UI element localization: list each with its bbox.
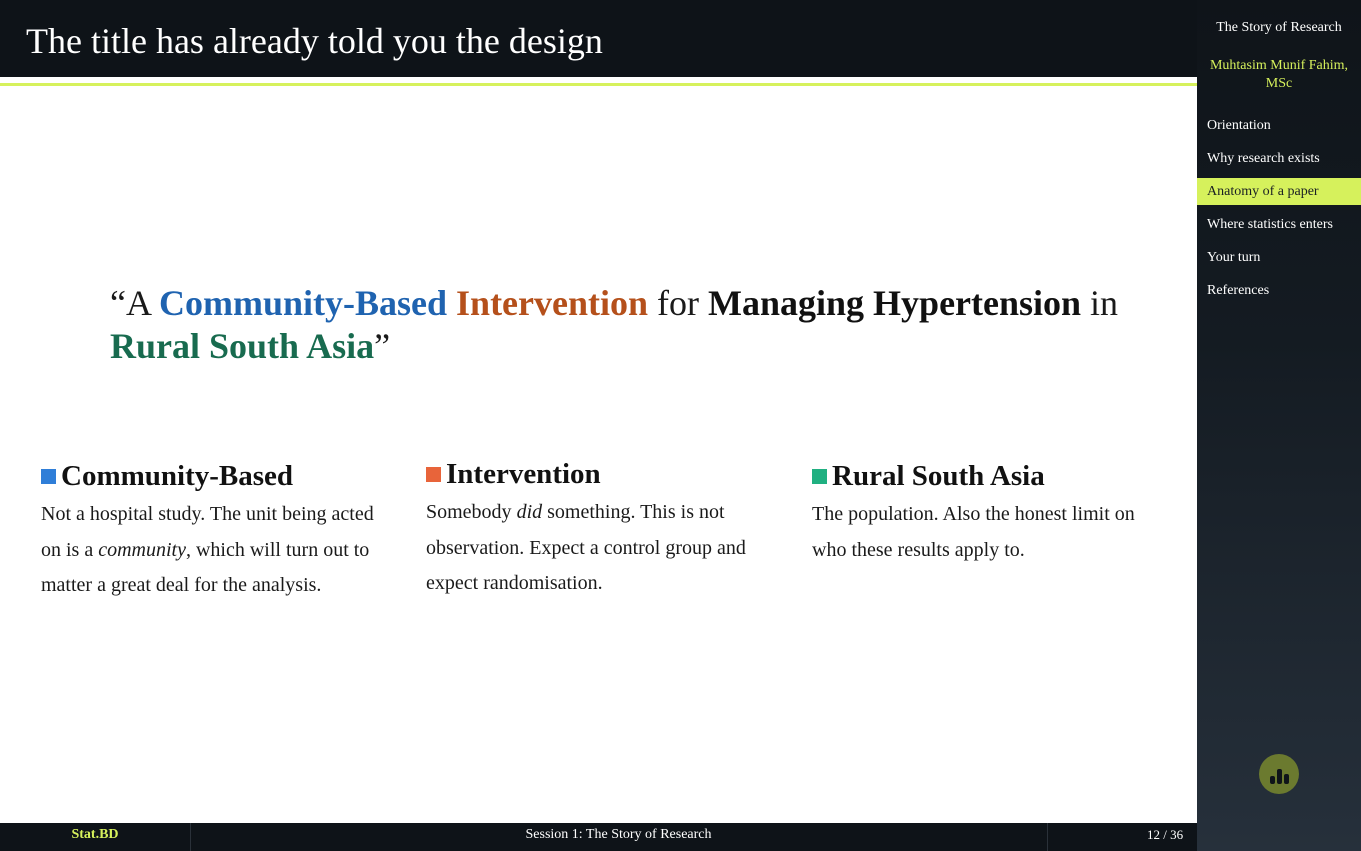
column-body [812, 497, 1162, 568]
sidebar-item-orientation[interactable]: Orientation [1207, 118, 1271, 133]
body-text: Not a hospital study. The unit being acted on is a [41, 503, 374, 561]
column-rural-south-asia [812, 459, 1162, 568]
column-heading-text: Rural South Asia [832, 460, 1045, 492]
body-emphasis: community [98, 538, 186, 561]
column-body [426, 495, 771, 602]
column-heading-text: Intervention [446, 458, 601, 490]
column-heading [812, 459, 1162, 493]
footer-session-title: Session 1: The Story of Research [190, 823, 1048, 851]
quote-managing-hypertension: Managing Hypertension [708, 283, 1082, 323]
column-body [41, 497, 391, 604]
body-text: something. This is not observation. Expect a control group and expect randomisation. [426, 501, 746, 594]
body-emphasis: did [516, 501, 543, 523]
sidebar-nav [1197, 112, 1361, 310]
sidebar-item-your-turn[interactable]: Your turn [1207, 250, 1261, 265]
blue-square-icon [41, 469, 56, 484]
sidebar [1197, 0, 1361, 851]
column-community-based [41, 459, 391, 604]
footer-brand: Stat.BD [0, 823, 191, 851]
body-text: The population. Also the honest limit on who these results apply to. [812, 503, 1135, 561]
sidebar-item-references[interactable]: References [1207, 283, 1270, 298]
quote-intervention: Intervention [456, 283, 649, 323]
sidebar-author: Muhtasim Munif Fahim, MSc [1209, 58, 1349, 91]
column-heading [41, 459, 391, 493]
slide-footer [0, 823, 1197, 851]
footer-page-number: 12 / 36 [1147, 827, 1184, 842]
quote-space [447, 283, 456, 323]
sidebar-item-why-research-exists[interactable]: Why research exists [1207, 151, 1320, 166]
quote-in: in [1081, 283, 1119, 323]
quote-close: ” [374, 326, 391, 366]
sidebar-item-where-statistics-enters[interactable]: Where statistics enters [1207, 217, 1333, 232]
column-heading [426, 457, 771, 491]
bar-chart-logo-icon[interactable] [1259, 754, 1299, 794]
quote-for: for [648, 283, 709, 323]
column-heading-text: Community-Based [61, 460, 294, 492]
orange-square-icon [426, 467, 441, 482]
sidebar-item-anatomy-of-a-paper[interactable]: Anatomy of a paper [1197, 178, 1361, 205]
quote-community-based: Community-Based [159, 283, 448, 323]
quote-rural-south-asia: Rural South Asia [110, 326, 375, 366]
body-text: Somebody [426, 501, 517, 523]
quote-open: “A [110, 283, 159, 323]
paper-title-quote [110, 282, 1150, 368]
green-square-icon [812, 469, 827, 484]
sidebar-course-title: The Story of Research [1216, 20, 1342, 35]
slide-header [0, 0, 1197, 77]
header-divider [0, 83, 1197, 86]
slide-title: The title has already told you the design [26, 21, 603, 61]
body-text: , which will turn out to matter a great deal for the analysis. [41, 538, 370, 596]
column-intervention [426, 457, 771, 602]
